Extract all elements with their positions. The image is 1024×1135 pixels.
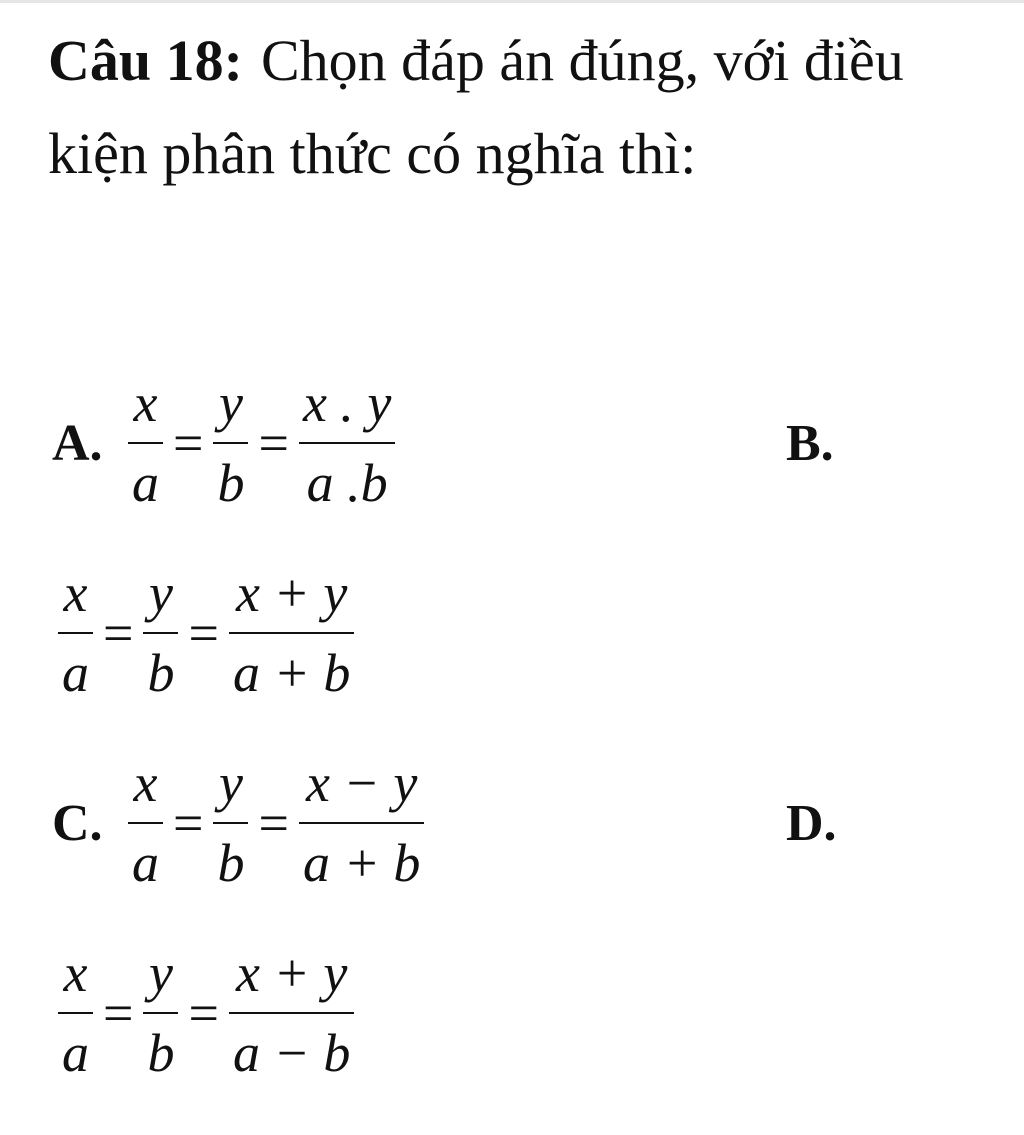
fraction-x-over-a [128,373,163,513]
option-d-equation[interactable] [58,943,354,1083]
denominator: b [147,1023,175,1083]
equals-sign: = [173,413,204,473]
fraction-result [229,943,354,1083]
option-b-equation[interactable] [58,563,354,703]
numerator: x . y [302,373,392,433]
equals-sign: = [103,983,134,1043]
option-c-label[interactable]: C. [52,795,103,852]
top-divider [0,0,1024,3]
numerator: x − y [305,753,418,813]
numerator: y [218,753,243,813]
option-b-label[interactable]: B. [786,415,834,472]
numerator: x [133,373,158,433]
denominator: a [132,453,159,513]
question-prompt: Chọn đáp án đúng, với điều kiện phân thức có nghĩa thì: [48,28,904,186]
equals-sign: = [173,793,204,853]
denominator: a [62,1023,89,1083]
denominator: a + b [302,833,421,893]
fraction-y-over-b [213,373,248,513]
fraction-y-over-b [213,753,248,893]
denominator: a [132,833,159,893]
fraction-result [299,753,424,893]
fraction-x-over-a [58,943,93,1083]
equals-sign: = [188,983,219,1043]
fraction-y-over-b [143,943,178,1083]
equals-sign: = [188,603,219,663]
numerator: x [63,563,88,623]
equals-sign: = [258,413,289,473]
equals-sign: = [103,603,134,663]
option-a-equation[interactable] [128,373,395,513]
fraction-x-over-a [128,753,163,893]
denominator: a − b [232,1023,351,1083]
question-number: Câu 18: [48,28,243,93]
fraction-y-over-b [143,563,178,703]
fraction-result [229,563,354,703]
denominator: b [147,643,175,703]
equals-sign: = [258,793,289,853]
numerator: y [148,563,173,623]
option-d-label[interactable]: D. [786,795,837,852]
denominator: b [217,453,245,513]
numerator: x + y [235,943,348,1003]
numerator: x [63,943,88,1003]
fraction-result [299,373,395,513]
numerator: y [148,943,173,1003]
option-a-label[interactable]: A. [52,415,103,472]
fraction-x-over-a [58,563,93,703]
numerator: x [133,753,158,813]
numerator: x + y [235,563,348,623]
numerator: y [218,373,243,433]
question-text [48,14,998,200]
denominator: a [62,643,89,703]
option-c-equation[interactable] [128,753,424,893]
denominator: a .b [306,453,388,513]
denominator: a + b [232,643,351,703]
denominator: b [217,833,245,893]
